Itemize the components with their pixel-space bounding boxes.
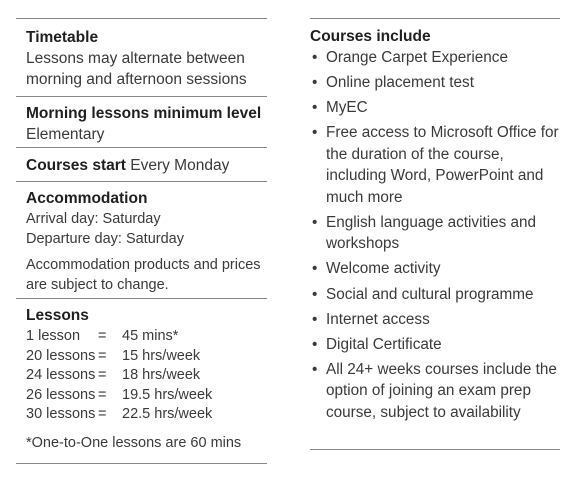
timetable-text: Lessons may alternate between morning and afternoon sessions [26, 50, 247, 88]
list-item-label: Internet access [326, 310, 430, 328]
bullet-icon: • [312, 360, 318, 378]
divider [16, 181, 267, 182]
lesson-count: 24 lessons [26, 367, 96, 383]
equals-sign: = [98, 386, 107, 403]
accommodation-section [26, 188, 267, 295]
divider [16, 463, 267, 464]
lessons-row [26, 327, 241, 347]
accommodation-heading: Accommodation [26, 190, 148, 207]
equals-sign: = [98, 347, 107, 364]
bullet-icon: • [312, 310, 318, 328]
lessons-footnote: *One-to-One lessons are 60 mins [26, 434, 242, 451]
list-item-label: MyEC [326, 99, 368, 117]
lessons-row [26, 386, 241, 406]
bullet-icon: • [312, 74, 318, 92]
courses-start-section [26, 155, 267, 176]
list-item [310, 359, 560, 424]
lessons-row [26, 405, 241, 425]
morning-level-section [26, 103, 267, 145]
bullet-icon: • [312, 335, 318, 353]
arrival-day: Arrival day: Saturday [26, 211, 161, 227]
lessons-table [26, 327, 241, 453]
divider [16, 18, 267, 19]
list-item [310, 258, 560, 280]
timetable-section [26, 27, 267, 90]
morning-level-value: Elementary [26, 126, 105, 143]
timetable-heading: Timetable [26, 29, 99, 46]
departure-day: Departure day: Saturday [26, 231, 184, 247]
list-item-label: Free access to Microsoft Office for the duration of the course, including Word, PowerPoint and much more [326, 124, 559, 206]
equals-sign: = [98, 406, 107, 422]
courses-start-heading: Courses start [26, 157, 126, 174]
lesson-count: 30 lessons [26, 406, 96, 422]
equals-sign: = [98, 367, 107, 383]
list-item [310, 72, 560, 94]
divider [310, 18, 560, 19]
list-item [310, 122, 560, 208]
list-item [310, 284, 560, 306]
list-item [310, 212, 560, 255]
lessons-section [26, 305, 267, 326]
lessons-row [26, 347, 241, 367]
list-item-label: Welcome activity [326, 260, 441, 278]
divider [310, 449, 560, 450]
courses-include-heading: Courses include [310, 28, 431, 45]
lesson-duration: 15 hrs/week [122, 347, 201, 364]
courses-start-value: Every Monday [130, 157, 230, 174]
bullet-icon: • [312, 213, 318, 231]
list-item-label: Orange Carpet Experience [326, 49, 508, 66]
lesson-count: 26 lessons [26, 386, 96, 403]
list-item-label: Online placement test [326, 74, 474, 92]
divider [16, 298, 267, 299]
lesson-duration: 19.5 hrs/week [122, 386, 213, 403]
bullet-icon: • [312, 49, 318, 66]
list-item [310, 334, 560, 356]
divider [16, 147, 267, 148]
accommodation-note: Accommodation products and prices are subject to change. [26, 257, 261, 293]
lessons-heading: Lessons [26, 307, 89, 324]
bullet-icon: • [312, 124, 318, 142]
bullet-icon: • [312, 99, 318, 117]
list-item-label: All 24+ weeks courses include the option of joining an exam prep course, subject to availability [326, 360, 557, 421]
lesson-count: 1 lesson [26, 328, 81, 344]
list-item-label: English language activities and workshops [326, 213, 537, 253]
list-item [310, 47, 560, 69]
divider [16, 96, 267, 97]
lesson-count: 20 lessons [26, 347, 96, 364]
courses-include-list [310, 47, 560, 427]
morning-level-heading: Morning lessons minimum level [26, 105, 262, 122]
lesson-duration: 18 hrs/week [122, 367, 201, 383]
lesson-duration: 22.5 hrs/week [122, 406, 213, 422]
lessons-row [26, 366, 241, 386]
list-item [310, 97, 560, 119]
list-item [310, 309, 560, 331]
bullet-icon: • [312, 285, 318, 303]
bullet-icon: • [312, 260, 318, 278]
lesson-duration: 45 mins* [122, 328, 179, 344]
list-item-label: Digital Certificate [326, 335, 442, 353]
equals-sign: = [98, 328, 107, 344]
list-item-label: Social and cultural programme [326, 285, 534, 303]
